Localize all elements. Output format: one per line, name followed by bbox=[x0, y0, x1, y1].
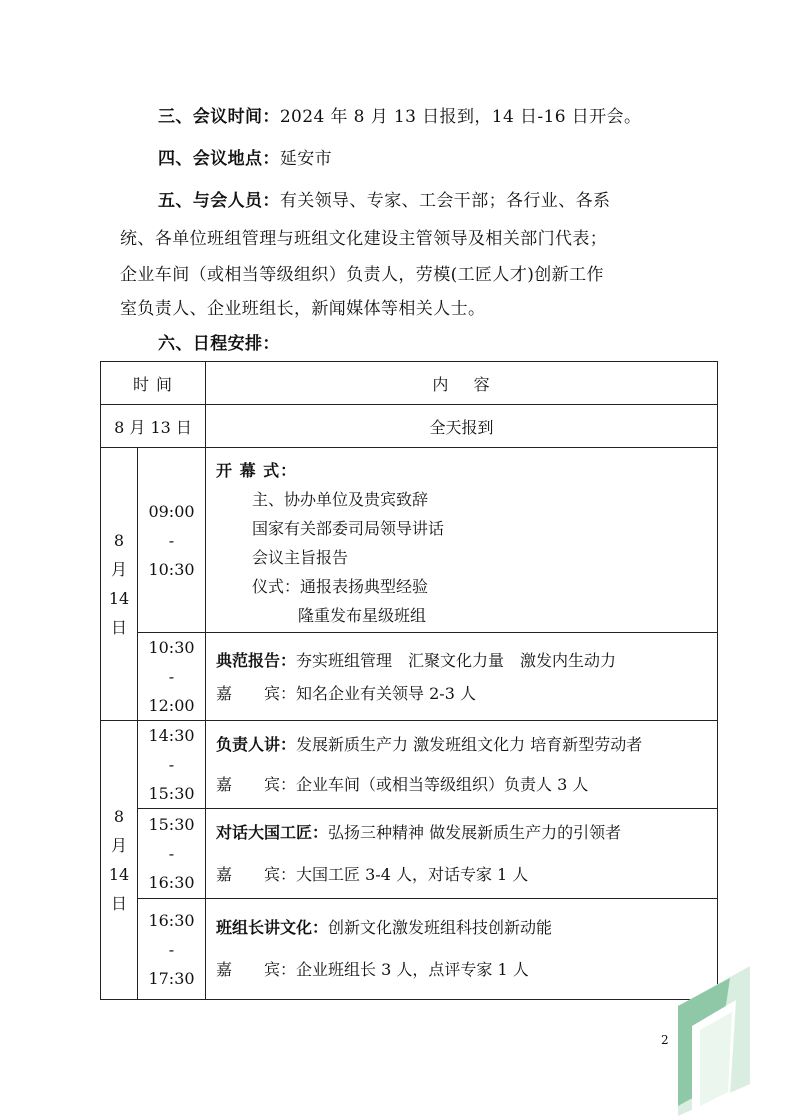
time-dash: - bbox=[168, 667, 175, 686]
table-row bbox=[101, 899, 718, 1000]
time-start: 14:30 bbox=[148, 726, 195, 745]
attendees-line-1 bbox=[158, 190, 610, 212]
content-cell bbox=[206, 721, 718, 809]
guest-text: 大国工匠 3-4 人，对话专家 1 人 bbox=[296, 864, 529, 884]
attendees-line-3: 企业车间（或相当等级组织）负责人，劳模(工匠人才)创新工作 bbox=[120, 265, 604, 285]
schedule-title bbox=[158, 333, 280, 355]
table-row bbox=[101, 448, 718, 633]
schedule-title-text: 六、日程安排： bbox=[158, 334, 280, 354]
day-month: 月 bbox=[110, 836, 127, 855]
session-label: 班组长讲文化： bbox=[216, 918, 329, 937]
guest-label: 嘉 宾： bbox=[216, 683, 297, 703]
time-end: 16:30 bbox=[148, 873, 195, 892]
opening-item: 国家有关部委司局领导讲话 bbox=[252, 519, 445, 538]
guest-label: 嘉 宾： bbox=[216, 960, 297, 979]
content-cell bbox=[206, 899, 718, 1000]
content-registration: 全天报到 bbox=[206, 405, 718, 448]
time-start: 15:30 bbox=[148, 815, 195, 834]
day-number: 14 bbox=[108, 865, 130, 884]
session-text: 发展新质生产力 激发班组文化力 培育新型劳动者 bbox=[296, 734, 643, 754]
table-row bbox=[101, 721, 718, 809]
session-label: 负责人讲： bbox=[216, 734, 297, 754]
content-cell bbox=[206, 809, 718, 899]
session-text: 夯实班组管理 汇聚文化力量 激发内生动力 bbox=[296, 650, 617, 670]
date-aug-13: 8 月 13 日 bbox=[101, 405, 206, 448]
session-text: 创新文化激发班组科技创新动能 bbox=[328, 918, 553, 937]
guest-text: 企业车间（或相当等级组织）负责人 3 人 bbox=[296, 774, 589, 794]
session-text: 弘扬三种精神 做发展新质生产力的引领者 bbox=[328, 822, 622, 842]
time-cell bbox=[138, 721, 206, 809]
attendees-line-2: 统、各单位班组管理与班组文化建设主管领导及相关部门代表； bbox=[120, 229, 608, 249]
opening-item: 仪式：通报表扬典型经验 bbox=[252, 577, 429, 596]
time-cell bbox=[138, 809, 206, 899]
day-digit: 8 bbox=[113, 807, 125, 826]
time-dash: - bbox=[168, 939, 175, 959]
day-month: 月 bbox=[110, 560, 127, 579]
time-end: 17:30 bbox=[148, 968, 195, 988]
meeting-time-text: 2024 年 8 月 13 日报到，14 日-16 日开会。 bbox=[279, 107, 642, 127]
time-cell bbox=[138, 899, 206, 1000]
session-label: 典范报告： bbox=[216, 650, 297, 670]
content-cell bbox=[206, 448, 718, 633]
session-label: 对话大国工匠： bbox=[216, 822, 329, 842]
time-end: 12:00 bbox=[148, 696, 195, 715]
time-cell bbox=[138, 633, 206, 721]
content-cell bbox=[206, 633, 718, 721]
time-start: 09:00 bbox=[148, 501, 195, 521]
day-number: 14 bbox=[108, 589, 130, 608]
opening-item: 隆重发布星级班组 bbox=[298, 606, 427, 625]
schedule-table bbox=[100, 361, 718, 1000]
day-suffix: 日 bbox=[110, 894, 127, 913]
table-row bbox=[101, 633, 718, 721]
time-end: 10:30 bbox=[148, 559, 195, 579]
table-row bbox=[101, 809, 718, 899]
attendees-line-4: 室负责人、企业班组长，新闻媒体等相关人士。 bbox=[120, 299, 486, 319]
time-start: 16:30 bbox=[148, 910, 195, 930]
day-cell bbox=[101, 448, 138, 721]
guest-text: 知名企业有关领导 2-3 人 bbox=[296, 683, 476, 703]
guest-text: 企业班组长 3 人，点评专家 1 人 bbox=[296, 960, 529, 979]
header-content: 内 容 bbox=[206, 362, 718, 405]
attendees-label: 五、与会人员： bbox=[158, 191, 280, 211]
meeting-time-label: 三、会议时间： bbox=[158, 107, 280, 127]
header-time: 时 间 bbox=[101, 362, 206, 405]
opening-title: 开 幕 式： bbox=[216, 461, 298, 480]
time-start: 10:30 bbox=[148, 638, 195, 657]
time-dash: - bbox=[168, 530, 175, 550]
meeting-place-label: 四、会议地点： bbox=[158, 149, 280, 169]
guest-label: 嘉 宾： bbox=[216, 864, 297, 884]
time-cell bbox=[138, 448, 206, 633]
day-suffix: 日 bbox=[110, 618, 127, 637]
day-digit: 8 bbox=[113, 531, 125, 550]
time-dash: - bbox=[168, 755, 175, 774]
guest-label: 嘉 宾： bbox=[216, 774, 297, 794]
table-row bbox=[101, 405, 718, 448]
attendees-text-1: 有关领导、专家、工会干部；各行业、各系 bbox=[279, 191, 611, 211]
time-end: 15:30 bbox=[148, 784, 195, 803]
table-header-row bbox=[101, 362, 718, 405]
meeting-time-line bbox=[158, 106, 641, 128]
opening-item: 主、协办单位及贵宾致辞 bbox=[252, 490, 429, 509]
day-cell bbox=[101, 721, 138, 1000]
time-dash: - bbox=[168, 844, 175, 863]
meeting-place-text: 延安市 bbox=[279, 149, 333, 169]
opening-item: 会议主旨报告 bbox=[252, 548, 349, 567]
corner-decoration-icon bbox=[670, 966, 760, 1116]
page-number: 2 bbox=[661, 1033, 669, 1047]
meeting-place-line bbox=[158, 148, 332, 170]
